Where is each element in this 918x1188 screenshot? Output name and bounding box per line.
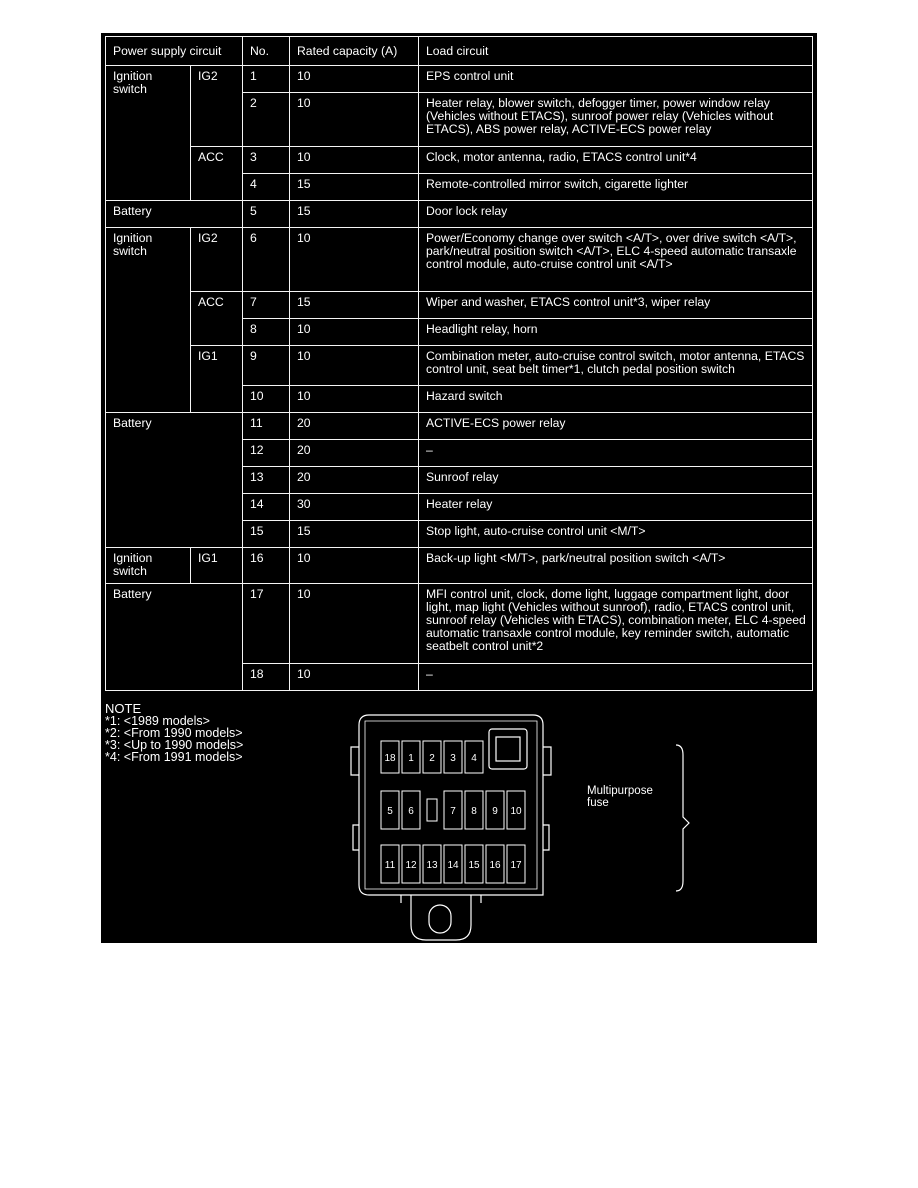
sub-supply-cell: ACC: [191, 292, 243, 346]
fuse-number: 17: [243, 584, 290, 664]
rated-capacity: 10: [290, 346, 419, 386]
svg-text:16: 16: [489, 860, 501, 871]
fuse-number: 13: [243, 467, 290, 494]
fuse-slot-bottom-5: [486, 845, 504, 883]
table-row: [106, 346, 813, 386]
fuse-number: 11: [243, 413, 290, 440]
fuse-number: 7: [243, 292, 290, 319]
load-circuit: Stop light, auto-cruise control unit <M/T>: [419, 521, 813, 548]
supply-cell: Battery: [106, 201, 243, 228]
fuse-slot-top-0: [381, 741, 399, 773]
table-row: [106, 228, 813, 292]
sub-supply-cell: IG2: [191, 66, 243, 147]
fuse-slot-middle-3: [465, 791, 483, 829]
load-circuit: Clock, motor antenna, radio, ETACS control unit*4: [419, 147, 813, 174]
fuse-number: 1: [243, 66, 290, 93]
rated-capacity: 10: [290, 584, 419, 664]
header-load-circuit: Load circuit: [419, 37, 813, 66]
load-circuit: Heater relay: [419, 494, 813, 521]
header-no: No.: [243, 37, 290, 66]
rated-capacity: 20: [290, 440, 419, 467]
fuse-slot-middle-1: [402, 791, 420, 829]
svg-text:11: 11: [384, 860, 396, 871]
svg-text:2: 2: [429, 753, 435, 764]
fuse-slot-bottom-2: [423, 845, 441, 883]
load-circuit: Door lock relay: [419, 201, 813, 228]
fuse-bracket: [676, 745, 689, 891]
load-circuit: Wiper and washer, ETACS control unit*3, wiper relay: [419, 292, 813, 319]
sub-supply-cell: IG1: [191, 548, 243, 584]
svg-text:15: 15: [468, 860, 480, 871]
load-circuit: Headlight relay, horn: [419, 319, 813, 346]
note-mark: *3:: [105, 738, 121, 752]
fuse-slot-bottom-4: [465, 845, 483, 883]
load-circuit: EPS control unit: [419, 66, 813, 93]
fuse-number: 12: [243, 440, 290, 467]
fuse-number: 5: [243, 201, 290, 228]
load-circuit: Hazard switch: [419, 386, 813, 413]
load-circuit: Remote-controlled mirror switch, cigarette lighter: [419, 174, 813, 201]
table-row: [106, 66, 813, 93]
rated-capacity: 15: [290, 521, 419, 548]
note-mark: *4:: [105, 750, 121, 764]
sub-supply-cell: IG2: [191, 228, 243, 292]
table-row: [106, 147, 813, 174]
supply-cell: Battery: [106, 413, 243, 548]
rated-capacity: 10: [290, 147, 419, 174]
load-circuit: –: [419, 664, 813, 691]
svg-text:18: 18: [384, 753, 396, 764]
svg-text:8: 8: [471, 806, 477, 817]
svg-text:14: 14: [447, 860, 459, 871]
fuse-slot-middle-2: [444, 791, 462, 829]
fuse-slot-bottom-3: [444, 845, 462, 883]
sub-supply-cell: ACC: [191, 147, 243, 201]
table-row: [106, 584, 813, 664]
load-circuit: Heater relay, blower switch, defogger timer, power window relay (Vehicles without ETACS), sunroof power relay (Vehicles without ETACS), ABS power relay, ACTIVE-ECS power relay: [419, 93, 813, 147]
fuse-number: 15: [243, 521, 290, 548]
rated-capacity: 10: [290, 66, 419, 93]
fuse-number: 9: [243, 346, 290, 386]
fuse-number: 4: [243, 174, 290, 201]
load-circuit: Power/Economy change over switch <A/T>, over drive switch <A/T>, park/neutral position switch <A/T>, ELC 4-speed automatic transaxle control module, auto-cruise control unit <A/T>: [419, 228, 813, 292]
svg-text:12: 12: [405, 860, 417, 871]
note-text: <From 1990 models>: [123, 726, 243, 740]
fuse-box-diagram: [341, 705, 811, 943]
notes-title: NOTE: [105, 701, 142, 716]
note-item: [105, 751, 243, 763]
table-row: [106, 201, 813, 228]
note-text: <1989 models>: [123, 714, 210, 728]
rated-capacity: 10: [290, 548, 419, 584]
table-row: [106, 548, 813, 584]
svg-text:4: 4: [471, 753, 477, 764]
fuse-slot-bottom-1: [402, 845, 420, 883]
svg-text:9: 9: [492, 806, 498, 817]
fuse-slot-middle-5: [507, 791, 525, 829]
table-row: [106, 292, 813, 319]
rated-capacity: 15: [290, 174, 419, 201]
table-header-row: [106, 37, 813, 66]
fuse-number: 16: [243, 548, 290, 584]
rated-capacity: 10: [290, 386, 419, 413]
rated-capacity: 10: [290, 664, 419, 691]
fuse-number: 2: [243, 93, 290, 147]
note-text: <Up to 1990 models>: [123, 738, 244, 752]
svg-text:3: 3: [450, 753, 456, 764]
rated-capacity: 10: [290, 228, 419, 292]
supply-cell: Ignition switch: [106, 66, 191, 201]
fuse-table: [105, 36, 813, 691]
load-circuit: –: [419, 440, 813, 467]
fuse-number: 6: [243, 228, 290, 292]
load-circuit: MFI control unit, clock, dome light, luggage compartment light, door light, map light (Vehicles without sunroof), radio, ETACS control unit, sunroof relay (Vehicles with ETACS), combination meter, ELC 4-speed automatic transaxle control module, key reminder switch, automatic seatbelt control unit*2: [419, 584, 813, 664]
fuse-number: 3: [243, 147, 290, 174]
rated-capacity: 15: [290, 292, 419, 319]
note-mark: *1:: [105, 714, 121, 728]
load-circuit: Sunroof relay: [419, 467, 813, 494]
svg-text:5: 5: [387, 806, 393, 817]
note-text: <From 1991 models>: [123, 750, 243, 764]
svg-text:13: 13: [426, 860, 438, 871]
fuse-slot-bottom-0: [381, 845, 399, 883]
header-power-supply: Power supply circuit: [106, 37, 243, 66]
fuse-slot-top-4: [465, 741, 483, 773]
svg-text:6: 6: [408, 806, 414, 817]
sub-supply-cell: IG1: [191, 346, 243, 413]
rated-capacity: 10: [290, 93, 419, 147]
fuse-slot-top-3: [444, 741, 462, 773]
rated-capacity: 10: [290, 319, 419, 346]
rated-capacity: 20: [290, 467, 419, 494]
table-row: [106, 413, 813, 440]
fuse-number: 8: [243, 319, 290, 346]
svg-text:7: 7: [450, 806, 456, 817]
supply-cell: Ignition switch: [106, 228, 191, 413]
fuse-slot-middle-0: [381, 791, 399, 829]
fuse-slot-middle-4: [486, 791, 504, 829]
notes-block: [105, 703, 243, 763]
note-mark: *2:: [105, 726, 121, 740]
rated-capacity: 15: [290, 201, 419, 228]
fuse-slot-top-2: [423, 741, 441, 773]
header-rated-capacity: Rated capacity (A): [290, 37, 419, 66]
supply-cell: Ignition switch: [106, 548, 191, 584]
rated-capacity: 20: [290, 413, 419, 440]
svg-text:1: 1: [408, 753, 414, 764]
fuse-slot-top-1: [402, 741, 420, 773]
svg-text:10: 10: [510, 806, 522, 817]
fuse-number: 10: [243, 386, 290, 413]
scanned-page: [101, 33, 817, 943]
fuse-number: 14: [243, 494, 290, 521]
fuse-number: 18: [243, 664, 290, 691]
supply-cell: Battery: [106, 584, 243, 691]
load-circuit: Combination meter, auto-cruise control switch, motor antenna, ETACS control unit, seat belt timer*1, clutch pedal position switch: [419, 346, 813, 386]
load-circuit: Back-up light <M/T>, park/neutral position switch <A/T>: [419, 548, 813, 584]
load-circuit: ACTIVE-ECS power relay: [419, 413, 813, 440]
fuse-slot-bottom-6: [507, 845, 525, 883]
rated-capacity: 30: [290, 494, 419, 521]
multipurpose-fuse-label: Multipurpose fuse: [587, 785, 653, 809]
svg-text:17: 17: [510, 860, 522, 871]
